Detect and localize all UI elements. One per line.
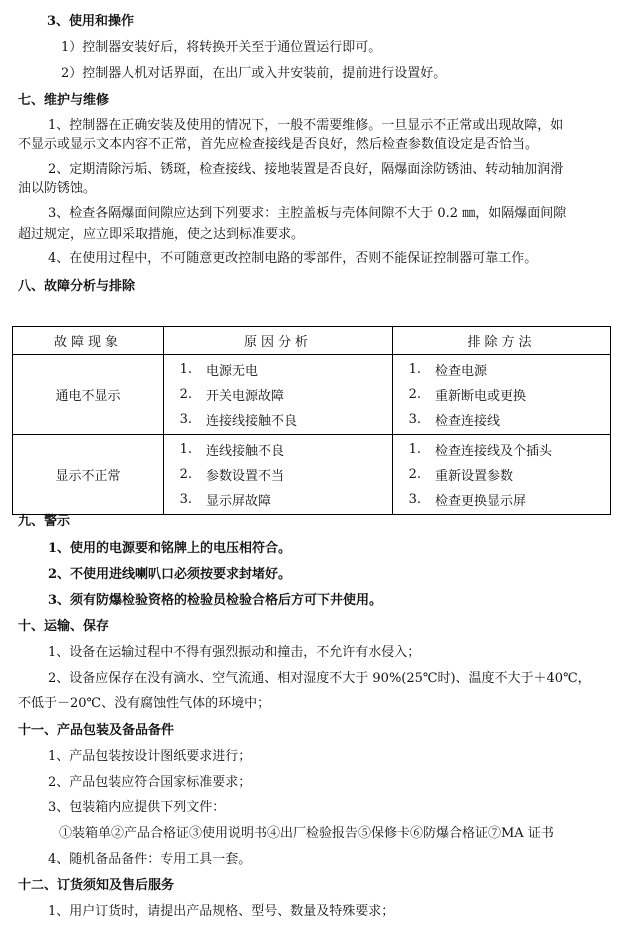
section-7-para-4: 4、在使用过程中，不可随意更改控制电路的零部件，否则不能保证控制器可靠工作。 bbox=[48, 251, 538, 266]
section-7-para-1a: 1、控制器在正确安装及使用的情况下，一般不需要维修。一旦显示不正常或出现故障，如 bbox=[48, 118, 564, 133]
list-item: 2. 重新断电或更换 bbox=[408, 387, 527, 404]
list-item: 2. 重新设置参数 bbox=[408, 467, 514, 484]
cause-cell bbox=[164, 435, 393, 515]
warning-item: 1、使用的电源要和铭牌上的电压相符合。 bbox=[48, 541, 292, 556]
section-11-para-1: 1、产品包装按设计图纸要求进行； bbox=[48, 749, 252, 764]
section-7-title: 七、维护与维修 bbox=[18, 93, 110, 108]
section-12-para-1: 1、用户订货时，请提出产品规格、型号、数量及特殊要求； bbox=[48, 904, 395, 919]
list-item: 3. 显示屏故障 bbox=[179, 492, 272, 509]
symptom-cell: 显示不正常 bbox=[13, 435, 164, 515]
list-item: 2. 参数设置不当 bbox=[179, 467, 285, 484]
section-8-title: 八、故障分析与排除 bbox=[18, 279, 136, 294]
section-10-title: 十、运输、保存 bbox=[18, 619, 110, 634]
section-7-para-3a: 3、检查各隔爆面间隙应达到下列要求：主腔盖板与壳体间隙不大于 0.2 ㎜，如隔爆面间隙 bbox=[48, 206, 567, 221]
section-7-para-3b: 超过规定，应立即采取措施，使之达到标准要求。 bbox=[18, 227, 305, 242]
section-11-para-2: 2、产品包装应符合国家标准要求； bbox=[48, 775, 252, 790]
list-item: 3. 检查连接线 bbox=[408, 412, 501, 429]
section-3-para-1: 1）控制器安装好后，将转换开关至于通位置运行即可。 bbox=[61, 40, 382, 55]
section-11-title: 十一、产品包装及备品备件 bbox=[18, 723, 175, 738]
section-3-para-2: 2）控制器人机对话界面，在出厂或入井安装前，提前进行设置好。 bbox=[61, 66, 447, 81]
warning-item: 3、须有防爆检验资格的检验员检验合格后方可下井使用。 bbox=[48, 593, 383, 608]
fix-cell bbox=[393, 435, 611, 515]
section-11-docs: ①装箱单②产品合格证③使用说明书④出厂检验报告⑤保修卡⑥防爆合格证⑦MA 证书 bbox=[59, 826, 554, 841]
header-symptom: 故障现象 bbox=[13, 327, 164, 355]
section-10-para-1: 1、设备在运输过程中不得有强烈振动和撞击，不允许有水侵入； bbox=[48, 645, 421, 660]
section-7-para-2a: 2、定期清除污垢、锈斑，检查接线、接地装置是否良好，隔爆面涂防锈油、转动轴加润滑 bbox=[48, 162, 564, 177]
table-row bbox=[13, 355, 611, 435]
table-row bbox=[13, 435, 611, 515]
list-item: 3. 连接线接触不良 bbox=[179, 412, 298, 429]
section-7-para-2b: 油以防锈蚀。 bbox=[18, 181, 97, 196]
section-12-title: 十二、订货须知及售后服务 bbox=[18, 878, 175, 893]
symptom-cell: 通电不显示 bbox=[13, 355, 164, 435]
section-11-para-4: 4、随机备品备件：专用工具一套。 bbox=[48, 852, 252, 867]
section-11-para-3: 3、包装箱内应提供下列文件： bbox=[48, 800, 226, 815]
warning-item: 2、不使用进线喇叭口必须按要求封堵好。 bbox=[48, 567, 292, 582]
table-header-row bbox=[13, 327, 611, 355]
header-cause: 原因分析 bbox=[164, 327, 393, 355]
section-3-title: 3、使用和操作 bbox=[47, 14, 135, 29]
section-9-title: 九、警示 bbox=[18, 514, 71, 529]
section-10-para-2b: 不低于－20℃、没有腐蚀性气体的环境中； bbox=[18, 696, 271, 711]
section-7-para-1b: 不显示或显示文本内容不正常，首先应检查接线是否良好，然后检查参数值设定是否恰当。 bbox=[18, 137, 539, 152]
fix-cell bbox=[393, 355, 611, 435]
list-item: 1. 检查连接线及个插头 bbox=[408, 442, 553, 459]
list-item: 1. 检查电源 bbox=[408, 362, 488, 379]
header-fix: 排除方法 bbox=[393, 327, 611, 355]
list-item: 1. 连线接触不良 bbox=[179, 442, 285, 459]
cause-cell bbox=[164, 355, 393, 435]
section-10-para-2a: 2、设备应保存在没有滴水、空气流通、相对湿度不大于 90%(25℃时)、温度不大于＋40℃， bbox=[48, 671, 591, 686]
list-item: 3. 检查更换显示屏 bbox=[408, 492, 527, 509]
list-item: 1. 电源无电 bbox=[179, 362, 259, 379]
list-item: 2. 开关电源故障 bbox=[179, 387, 285, 404]
fault-table bbox=[12, 326, 611, 515]
